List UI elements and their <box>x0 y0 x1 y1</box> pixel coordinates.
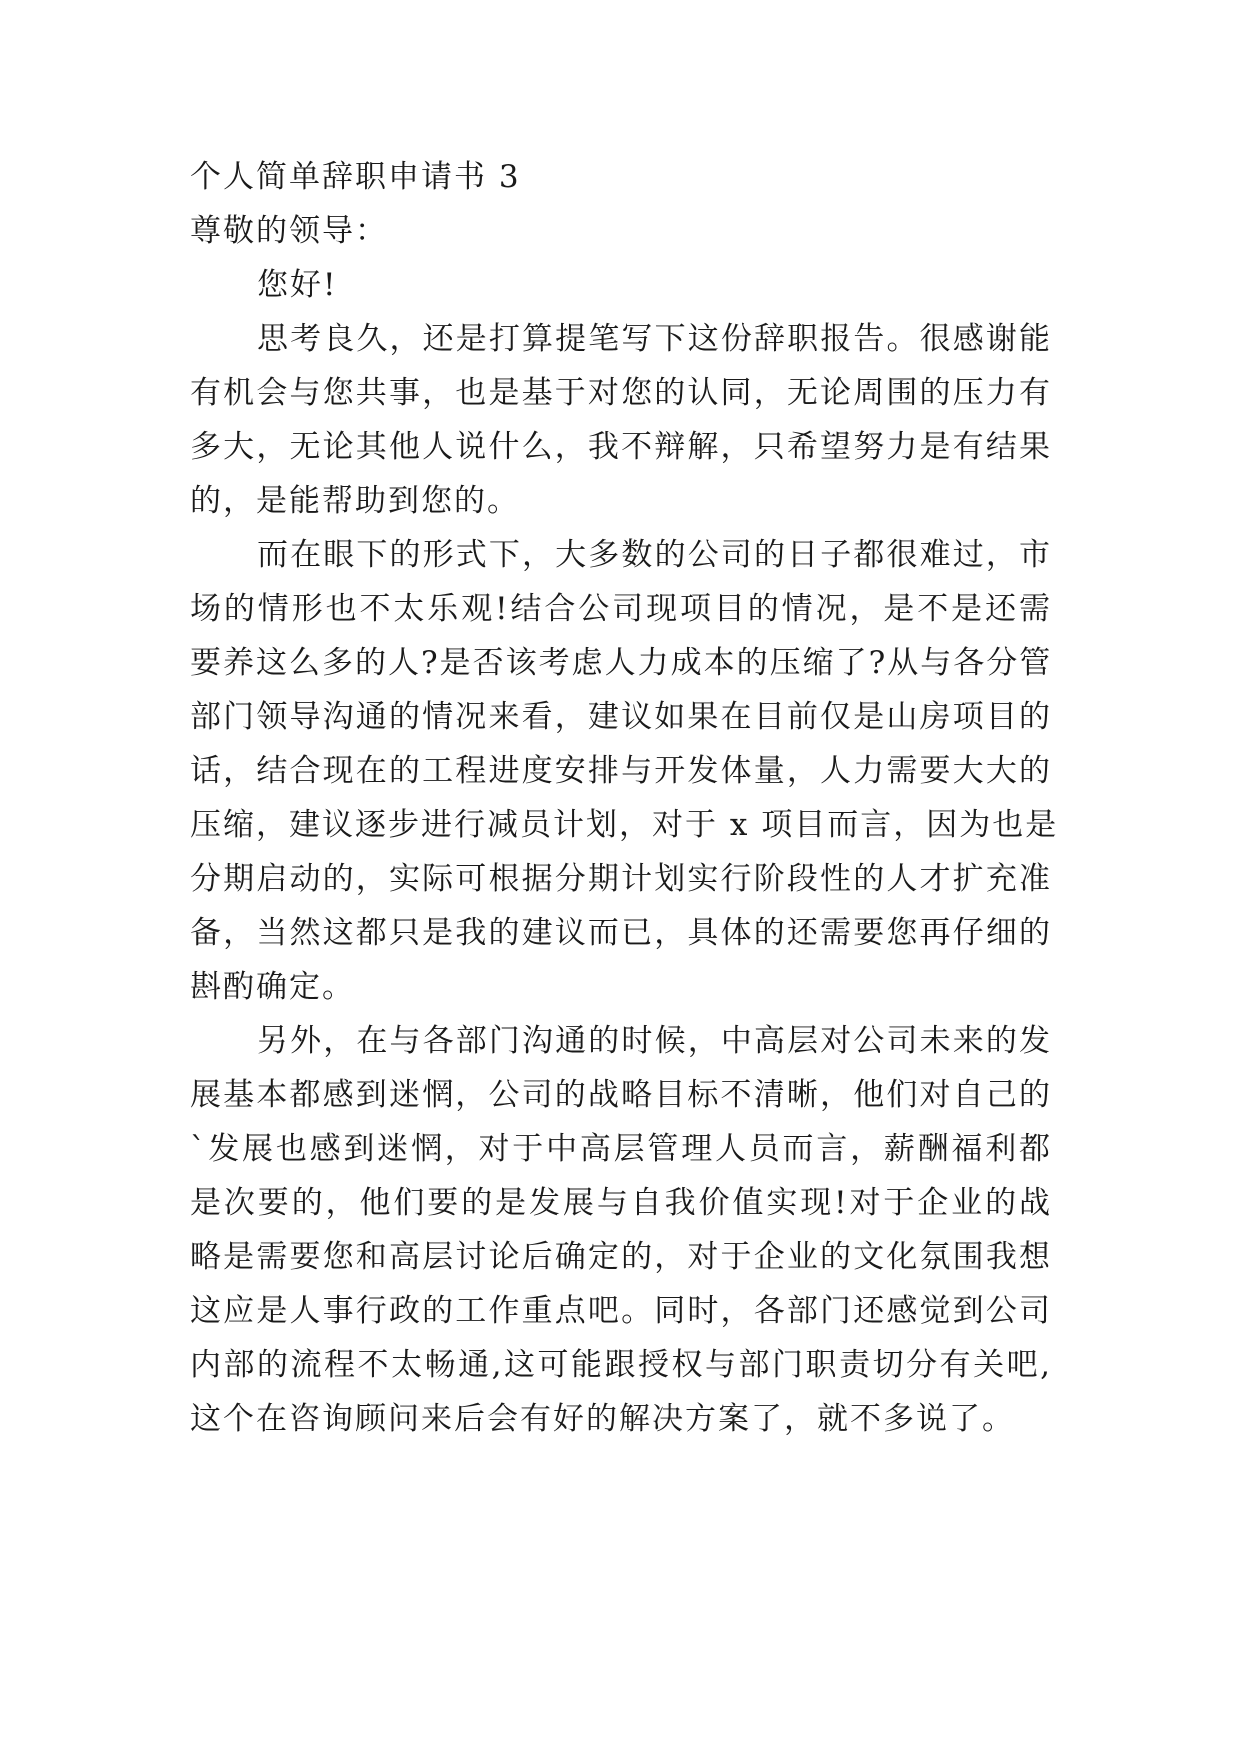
body-line: 是次要的，他们要的是发展与自我价值实现!对于企业的战 <box>190 1185 1052 1221</box>
body-line: 分期启动的，实际可根据分期计划实行阶段性的人才扩充准 <box>190 861 1052 897</box>
salutation: 尊敬的领导： <box>190 213 388 249</box>
body-line: 斟酌确定。 <box>190 969 355 1005</box>
body-line: 内部的流程不太畅通,这可能跟授权与部门职责切分有关吧, <box>190 1347 1052 1383</box>
body-line: 话，结合现在的工程进度安排与开发体量，人力需要大大的 <box>190 753 1052 789</box>
body-line: 要养这么多的人?是否该考虑人力成本的压缩了?从与各分管 <box>190 645 1053 681</box>
body-line: 多大，无论其他人说什么，我不辩解，只希望努力是有结果 <box>190 429 1052 465</box>
body-line: 有机会与您共事，也是基于对您的认同，无论周围的压力有 <box>190 375 1052 411</box>
body-line: 部门领导沟通的情况来看，建议如果在目前仅是山房项目的 <box>190 699 1052 735</box>
body-line: 而在眼下的形式下，大多数的公司的日子都很难过，市 <box>257 537 1052 573</box>
body-line: 这应是人事行政的工作重点吧。同时，各部门还感觉到公司 <box>190 1293 1052 1329</box>
body-line: 的，是能帮助到您的。 <box>190 483 520 519</box>
body-line: 这个在咨询顾问来后会有好的解决方案了，就不多说了。 <box>190 1401 1015 1437</box>
body-line: 压缩，建议逐步进行减员计划，对于 x 项目而言，因为也是 <box>190 807 1059 843</box>
body-line: 略是需要您和高层讨论后确定的，对于企业的文化氛围我想 <box>190 1239 1052 1275</box>
body-line: 展基本都感到迷惘，公司的战略目标不清晰，他们对自己的 <box>190 1077 1052 1113</box>
body-line: 场的情形也不太乐观!结合公司现项目的情况，是不是还需 <box>190 591 1052 627</box>
document-title: 个人简单辞职申请书 3 <box>190 159 521 195</box>
body-line: 思考良久，还是打算提笔写下这份辞职报告。很感谢能 <box>257 321 1052 357</box>
greeting: 您好! <box>257 267 338 303</box>
body-line: 备，当然这都只是我的建议而已，具体的还需要您再仔细的 <box>190 915 1052 951</box>
body-line: `发展也感到迷惘，对于中高层管理人员而言，薪酬福利都 <box>190 1131 1052 1167</box>
body-line: 另外，在与各部门沟通的时候，中高层对公司未来的发 <box>257 1023 1052 1059</box>
